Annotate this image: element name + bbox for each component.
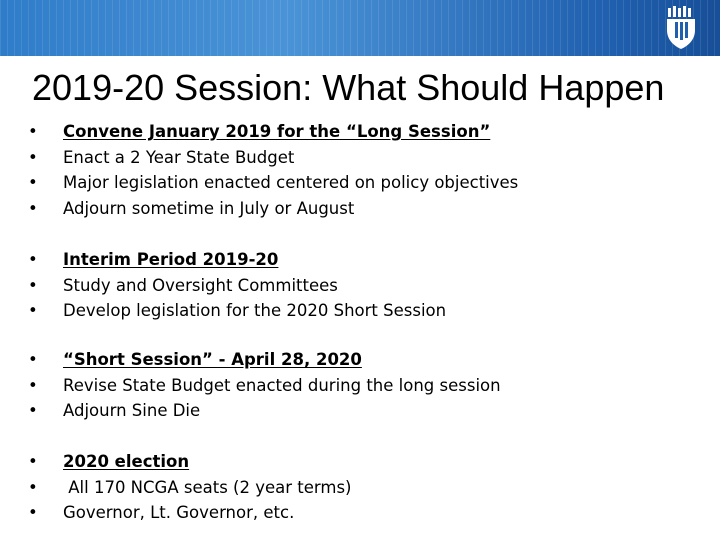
bullet-heading	[28, 449, 708, 475]
bullet-icon: •	[28, 173, 38, 192]
bullet-item	[28, 500, 708, 526]
bullet-heading-text: 2020 election	[63, 452, 190, 471]
bullet-heading	[28, 247, 708, 273]
bullet-item-text: Major legislation enacted centered on policy objectives	[63, 173, 519, 192]
bullet-icon: •	[28, 275, 38, 295]
bullet-item-text: Governor, Lt. Governor, etc.	[63, 503, 295, 522]
bullet-item	[28, 398, 708, 424]
bullet-item-text: Study and Oversight Committees	[63, 275, 338, 295]
bullet-item-text: Adjourn sometime in July or August	[63, 198, 355, 218]
bullet-item	[28, 196, 708, 222]
bullet-item	[28, 273, 708, 299]
bullet-item	[28, 475, 708, 501]
bullet-item	[28, 298, 708, 324]
header-banner	[0, 0, 720, 56]
university-shield-logo-icon	[664, 6, 698, 50]
bullet-icon: •	[28, 452, 38, 471]
bullet-item	[28, 145, 708, 171]
bullet-icon: •	[28, 350, 38, 369]
bullet-icon: •	[28, 147, 38, 167]
bullet-group-interim-period	[28, 247, 708, 324]
bullet-group-short-session	[28, 347, 708, 424]
bullet-icon: •	[28, 198, 38, 218]
bullet-item-text: All 170 NCGA seats (2 year terms)	[63, 477, 352, 497]
bullet-heading-text: “Short Session” - April 28, 2020	[63, 350, 362, 369]
bullet-heading-text: Interim Period 2019-20	[63, 250, 279, 269]
bullet-icon: •	[28, 250, 38, 269]
bullet-icon: •	[28, 122, 38, 141]
bullet-group-election	[28, 449, 708, 526]
bullet-heading-text: Convene January 2019 for the “Long Session”	[63, 122, 491, 141]
bullet-group-long-session	[28, 119, 708, 221]
bullet-item-text: Develop legislation for the 2020 Short Session	[63, 301, 447, 320]
bullet-icon: •	[28, 375, 38, 395]
bullet-item	[28, 170, 708, 196]
bullet-icon: •	[28, 477, 38, 497]
bullet-icon: •	[28, 503, 38, 522]
bullet-icon: •	[28, 301, 38, 320]
bullet-item	[28, 373, 708, 399]
bullet-heading	[28, 119, 708, 145]
slide-title: 2019-20 Session: What Should Happen	[32, 67, 665, 108]
bullet-heading	[28, 347, 708, 373]
bullet-item-text: Revise State Budget enacted during the long session	[63, 375, 501, 395]
bullet-item-text: Adjourn Sine Die	[63, 401, 201, 420]
bullet-item-text: Enact a 2 Year State Budget	[63, 147, 295, 167]
bullet-icon: •	[28, 401, 38, 420]
